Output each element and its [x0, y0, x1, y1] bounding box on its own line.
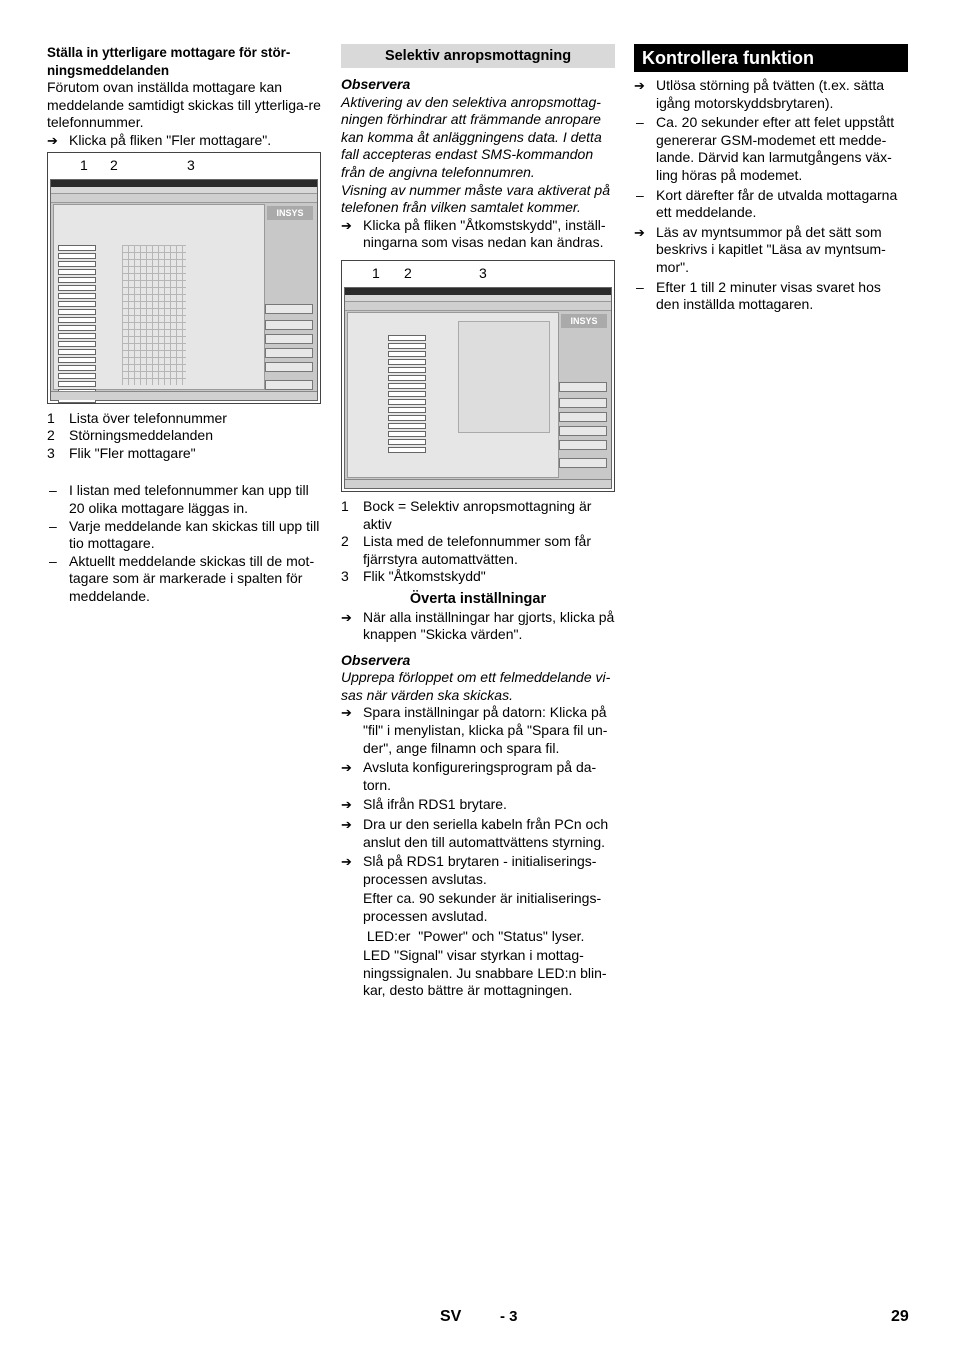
arrow-icon: ➔ [341, 609, 352, 625]
step-item: ➔ Klicka på fliken "Åtkomstskydd", inställ-ningarna som visas nedan kan ändras. [341, 216, 606, 251]
arrow-icon: ➔ [341, 760, 352, 776]
insys-logo: INSYS [561, 314, 607, 328]
legend-item: 1 Lista över telefonnummer [47, 409, 227, 426]
section-title: Selektiv anropsmottagning [341, 44, 615, 68]
arrow-icon: ➔ [634, 78, 645, 93]
callout-3: 3 [479, 264, 487, 281]
note-text: Aktivering av den selektiva anropsmottag-ningen förhindrar att främmande anropare kan komma åt anläggningens data. I detta fall accepteras endast SMS-kommandon från de angivna telefonnumren. [341, 93, 602, 180]
dash-item: – Efter 1 till 2 minuter visas svaret hos den inställda mottagaren. [636, 278, 881, 313]
step-item [47, 132, 321, 150]
legend-item: 2 Störningsmeddelanden [47, 427, 213, 444]
arrow-icon: ➔ [341, 705, 352, 721]
legend-item: 2 Lista med de telefonnummer som får fjärrstyra automattvätten. [341, 533, 591, 567]
screenshot-access-protection [341, 260, 615, 492]
footer-language: SV [440, 1308, 462, 1325]
step-item: ➔ Avsluta konfigureringsprogram på da-torn. [341, 759, 597, 793]
dash-item: – Varje meddelande kan skickas till upp till tio mottagare. [49, 517, 320, 552]
subheading: Överta inställningar [409, 590, 547, 607]
dash-item: – Kort därefter får de utvalda mottagarna ett meddelande. [636, 186, 898, 221]
step-item: ➔ Läs av myntsummor på det sätt som beskrivs i kapitlet "Läsa av myntsum-mor". [634, 223, 886, 275]
callout-2: 2 [404, 264, 412, 281]
arrow-icon: ➔ [341, 854, 352, 870]
column-3 [634, 44, 908, 314]
dash-item: – I listan med telefonnummer kan upp till 20 olika mottagare läggas in. [49, 482, 309, 516]
step-item: ➔ Slå på RDS1 brytaren - initialiserings-processen avslutas. [341, 853, 597, 887]
body-text: Efter ca. 90 sekunder är initialiserings-processen avslutad. [363, 890, 602, 924]
note-text: Upprepa förloppet om ett felmeddelande vi-sas när värden ska skickas. [341, 669, 611, 703]
note-label: Observera [341, 76, 411, 92]
figure-legend [47, 410, 321, 463]
app-window [50, 179, 318, 401]
step-item: ➔ Utlösa störning på tvätten (t.ex. sätta igång motorskyddsbrytaren). [634, 77, 885, 111]
legend-item: 3 Flik "Åtkomstskydd" [341, 568, 486, 585]
dash-item: – Aktuellt meddelande skickas till de mot-tagare som är markerade i spalten för meddelande. [49, 552, 315, 604]
figure-legend [341, 498, 615, 586]
callout-1: 1 [80, 156, 88, 173]
note-label: Observera [341, 651, 411, 668]
legend-item: 3 Flik "Fler mottagare" [47, 444, 196, 461]
app-window [344, 287, 612, 489]
arrow-icon: ➔ [341, 797, 352, 813]
step-item: ➔ Slå ifrån RDS1 brytare. [341, 796, 507, 813]
callout-1: 1 [372, 264, 380, 281]
note-text: Visning av nummer måste vara aktiverat på telefonen från vilken samtalet kommer. [341, 181, 610, 216]
insys-logo: INSYS [267, 206, 313, 220]
footer-section: - 3 [500, 1308, 518, 1325]
arrow-icon: ➔ [341, 817, 352, 833]
step-item: ➔ När alla inställningar har gjorts, klicka på knappen "Skicka värden". [341, 608, 615, 643]
callout-3: 3 [187, 156, 195, 173]
section-heading: Ställa in ytterligare mottagare för stör-ningsmeddelanden [47, 45, 291, 78]
screenshot-more-recipients [47, 152, 321, 404]
callout-2: 2 [110, 156, 118, 173]
section-title: Kontrollera funktion [634, 44, 908, 72]
arrow-icon: ➔ [47, 132, 58, 148]
column-2 [341, 44, 615, 1000]
arrow-icon: ➔ [634, 224, 645, 240]
body-text: LED:er "Power" och "Status" lyser. [363, 927, 585, 944]
step-item: ➔ Spara inställningar på datorn: Klicka på "fil" i menylistan, klicka på "Spara fil un-der", ange filnamn och spara fil. [341, 704, 608, 756]
legend-item: 1 Bock = Selektiv anropsmottagning är aktiv [341, 497, 592, 532]
arrow-icon: ➔ [341, 217, 352, 233]
step-item: ➔ Dra ur den seriella kabeln från PCn och anslut den till automattvättens styrning. [341, 816, 609, 850]
page-number: 29 [891, 1308, 909, 1325]
intro-text: Förutom ovan inställda mottagare kan meddelande samtidigt skickas till ytterliga-re telefonnummer. [47, 79, 321, 131]
dash-item: – Ca. 20 sekunder efter att felet uppstått genererar GSM-modemet ett medde-lande. Därvid kan larmutgångens väx-ling höras på modemet. [636, 114, 895, 183]
column-1 [47, 44, 321, 606]
body-text: LED "Signal" visar styrkan i mottag-ningssignalen. Ju snabbare LED:n blin-kar, desto bättre är mottagningen. [363, 947, 607, 999]
step-text: Klicka på fliken "Fler mottagare". [69, 131, 272, 148]
